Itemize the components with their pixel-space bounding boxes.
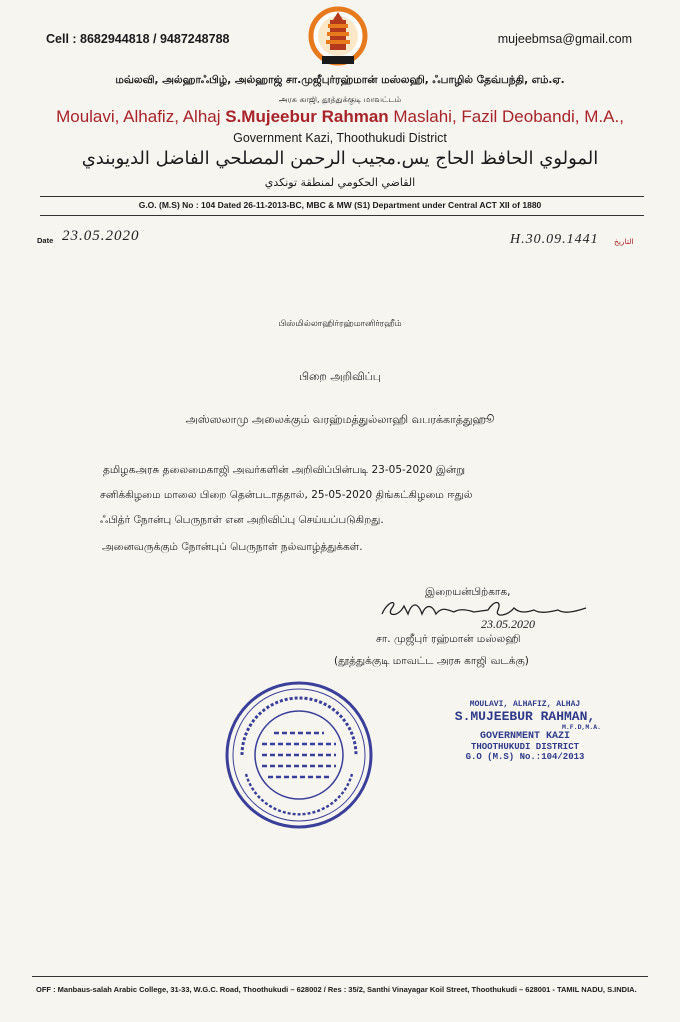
signatory-role: (தூத்துக்குடி மாவட்ட அரசு காஜி வடக்கு) [334,655,529,667]
email-address: mujeebmsa@gmail.com [497,32,632,46]
cell-number: Cell : 8682944818 / 9487248788 [46,32,230,46]
stamp-line-3: M.F.D,M.A. [561,724,601,731]
stamp-line-6: G.O (M.S) No.:104/2013 [465,752,585,762]
go-reference: G.O. (M.S) No : 104 Dated 26-11-2013-BC, MBC & MW (S1) Department under Central ACT XII of 1880 [138,200,542,210]
arabic-subtitle: القاضي الحكومي لمنطقة تونكدي [264,176,416,189]
header-rule-bottom [40,215,644,216]
signatory-name: சா. முஜீபுர் ரஹ்மான் மஸ்லஹி [376,633,521,645]
body-line-2: சனிக்கிழமை மாலை பிறை தென்படாததால், 25-05-2020 திங்கட்கிழமை ஈதுல் [100,489,473,501]
bismillah-line: பிஸ்மில்லாஹிர்ரஹ்மானிர்ரஹீம் [278,319,402,329]
english-name-post: Maslahi, Fazil Deobandi, M.A., [388,107,624,126]
hijri-date-label: التاريخ [614,237,634,246]
footer-rule [32,976,648,977]
english-subtitle: Government Kazi, Thoothukudi District [233,131,447,145]
date-label: Date [37,236,54,245]
stamp-line-4: GOVERNMENT KAZI [479,731,570,742]
stamp-line-5: THOOTHUKUDI DISTRICT [470,742,580,752]
announcement-paragraph [100,458,605,533]
letter-title: பிறை அறிவிப்பு [298,370,381,383]
arabic-name-line: المولوي الحافظ الحاج يس.مجيب الرحمن المصلحي الفاضل الديوبندي [81,148,599,169]
tamilnadu-emblem-icon [308,6,368,70]
tamil-subtitle: அரசு காஜி, தூத்துக்குடி மாவட்டம் [278,95,402,104]
stamp-line-2: S.MUJEEBUR RAHMAN, [454,709,596,724]
body-line-1: தமிழகஅரசு தலைமைகாஜி அவர்களின் அறிவிப்பின்படி 23-05-2020 இன்று [103,464,466,476]
english-name-pre: Moulavi, Alhafiz, Alhaj [56,107,226,126]
header-rule-top [40,196,644,197]
round-official-seal [222,678,376,832]
footer-address: OFF : Manbaus-salah Arabic College, 31-33, W.G.C. Road, Thoothukudi – 628002 / Res : 35/2, Santhi Vinayagar Koil Street, Thoothukudi – 628001 - TAMIL NADU, S.INDIA. [36,985,637,994]
salam-line: அஸ்ஸலாமு அலைக்கும் வரஹ்மத்துல்லாஹி வபரக்காத்துஹூ [185,413,495,426]
date-value: 23.05.2020 [62,228,140,244]
signature-heading: இறையன்பிற்காக, [425,586,511,598]
english-name-bold: S.Mujeebur Rahman [225,107,389,126]
official-stamp [425,700,625,762]
greeting-line: அனைவருக்கும் நோன்புப் பெருநாள் நல்வாழ்த்துக்கள். [102,541,363,553]
hijri-date-value: H.30.09.1441 [510,232,599,247]
signature-date: 23.05.2020 [481,617,535,631]
english-name-line [0,107,680,127]
stamp-line-1: MOULAVI, ALHAFIZ, ALHAJ [469,700,581,709]
tamil-name-line: மவ்லவி, அல்ஹாஃபிழ், அல்ஹாஜ் சா.முஜீபுர்ரஹ்மான் மஸ்லஹி, ஃபாழில் தேவ்பந்தி, எம்.ஏ. [115,74,565,86]
body-line-3: ஃபித்ர் நோன்பு பெருநாள் என அறிவிப்பு செய்யப்படுகிறது. [100,514,384,526]
